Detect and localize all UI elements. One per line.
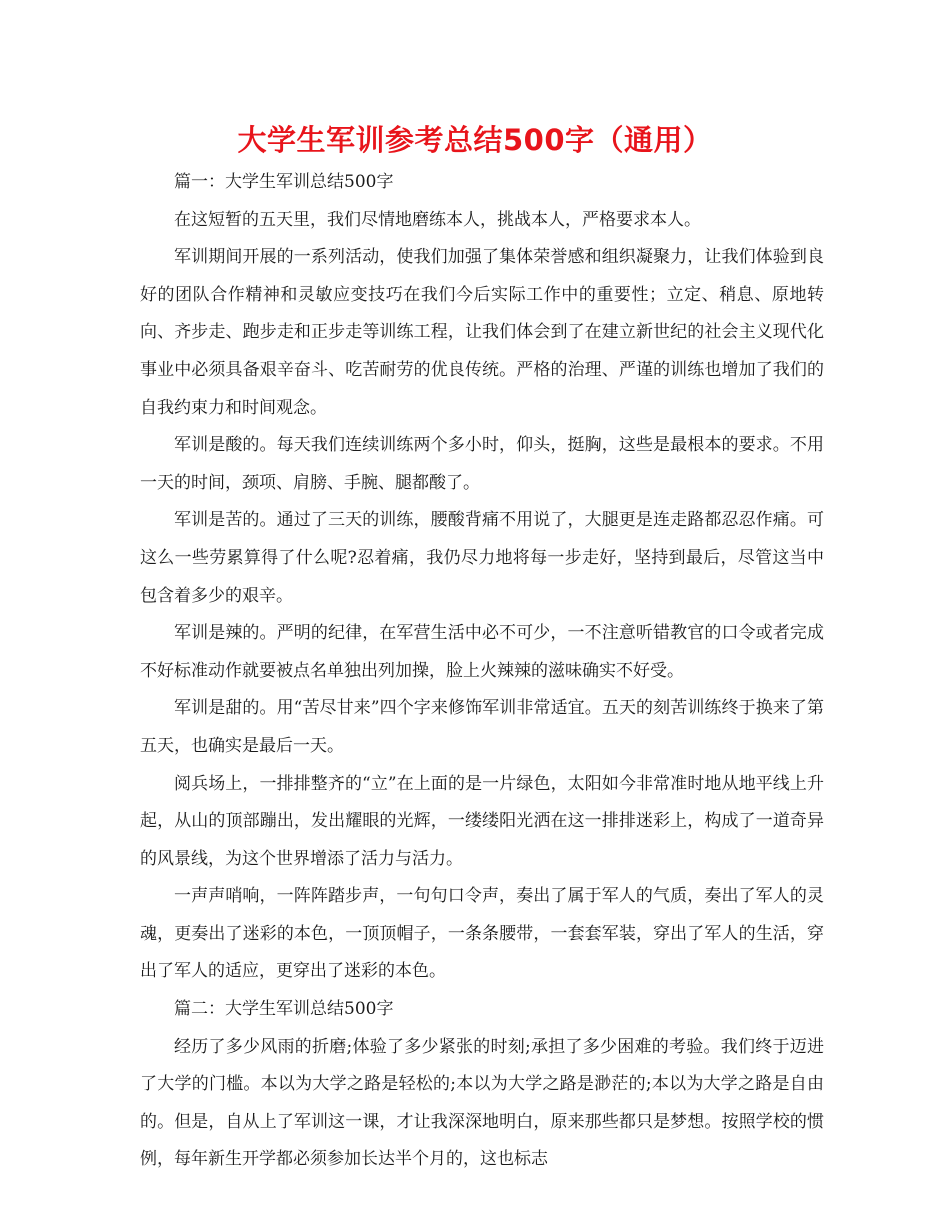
paragraph: 军训是辣的。严明的纪律，在军营生活中必不可少，一不注意听错教官的口令或者完成不好标准动作就要被点名单独出列加操，脸上火辣辣的滋味确实不好受。 (140, 623, 824, 681)
document-body (140, 164, 824, 1179)
section-heading: 篇二：大学生军训总结500字 (174, 999, 394, 1020)
section-heading: 篇一：大学生军训总结500字 (174, 172, 394, 192)
paragraph: 军训是甜的。用“苦尽甘来”四个字来修饰军训非常适宜。五天的刻苦训练终于换来了第五天，也确实是最后一天。 (140, 698, 824, 756)
paragraph: 阅兵场上，一排排整齐的“立”在上面的是一片绿色，太阳如今非常准时地从地平线上升起，从山的顶部蹦出，发出耀眼的光辉，一缕缕阳光洒在这一排排迷彩上，构成了一道奇异的风景线，为这个世界增添了活力与活力。 (140, 773, 824, 869)
paragraph: 经历了多少风雨的折磨;体验了多少紧张的时刻;承担了多少困难的考验。我们终于迈进了大学的门槛。本以为大学之路是轻松的;本以为大学之路是渺茫的;本以为大学之路是自由的。但是，自从上了军训这一课，才让我深深地明白，原来那些都只是梦想。按照学校的惯例，每年新生开学都必须参加长达半个月的，这也标志 (140, 1036, 824, 1170)
paragraph: 在这短暂的五天里，我们尽情地磨练本人，挑战本人，严格要求本人。 (174, 209, 701, 230)
paragraph: 一声声哨响，一阵阵踏步声，一句句口令声，奏出了属于军人的气质，奏出了军人的灵魂，更奏出了迷彩的本色，一顶顶帽子，一条条腰带，一套套军装，穿出了军人的生活，穿出了军人的适应，更穿出了迷彩的本色。 (140, 886, 824, 982)
document-title: 大学生军训参考总结500字（通用） (237, 123, 713, 157)
paragraph: 军训是苦的。通过了三天的训练，腰酸背痛不用说了，大腿更是连走路都忍忍作痛。可这么一些劳累算得了什么呢?忍着痛，我仍尽力地将每一步走好，坚持到最后，尽管这当中包含着多少的艰辛。 (140, 510, 824, 606)
paragraph: 军训是酸的。每天我们连续训练两个多小时，仰头，挺胸，这些是最根本的要求。不用一天的时间，颈项、肩膀、手腕、腿都酸了。 (140, 435, 824, 493)
paragraph: 军训期间开展的一系列活动，使我们加强了集体荣誉感和组织凝聚力，让我们体验到良好的团队合作精神和灵敏应变技巧在我们今后实际工作中的重要性；立定、稍息、原地转向、齐步走、跑步走和正步走等训练工程，让我们体会到了在建立新世纪的社会主义现代化事业中必须具备艰辛奋斗、吃苦耐劳的优良传统。严格的治理、严谨的训练也增加了我们的自我约束力和时间观念。 (140, 247, 824, 418)
